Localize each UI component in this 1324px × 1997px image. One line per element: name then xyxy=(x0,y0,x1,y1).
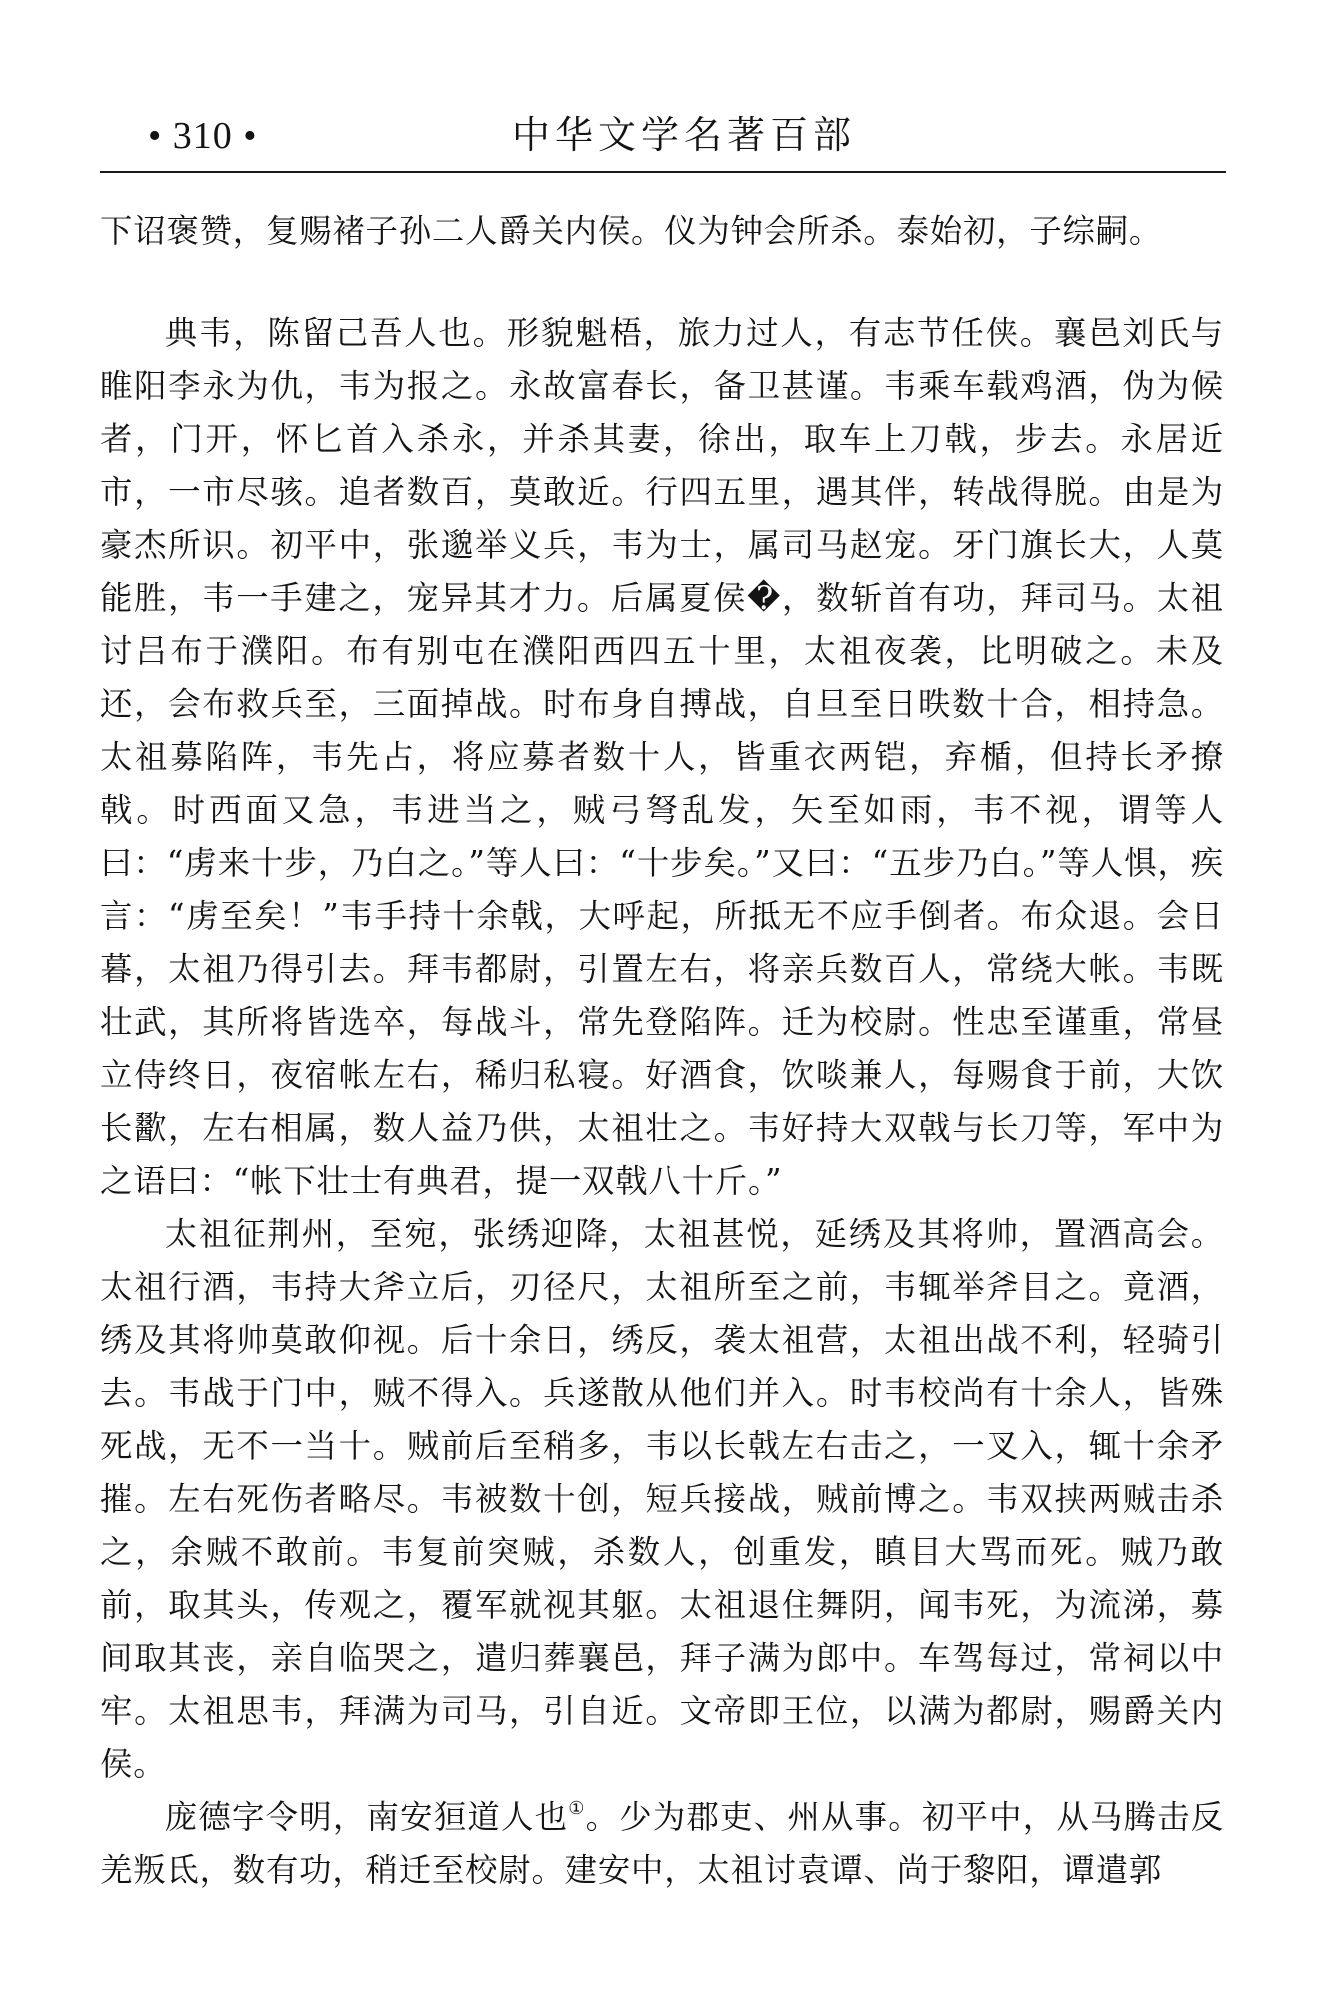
paragraph-pang-de xyxy=(100,1791,1224,1897)
book-title: 中华文学名著百部 xyxy=(512,113,857,157)
page-header xyxy=(100,112,1226,168)
paragraph-pang-de-rest: 。少为郡吏、州从事。初平中，从马腾击反羌叛氐，数有功，稍迁至校尉。建安中，太祖讨袁谭、尚于黎阳，谭遣郭 xyxy=(100,1798,1224,1889)
paragraph-dian-wei: 典韦，陈留己吾人也。形貌魁梧，旅力过人，有志节任侠。襄邑刘氏与睢阳李永为仇，韦为报之。永故富春长，备卫甚谨。韦乘车载鸡酒，伪为候者，门开，怀匕首入杀永，并杀其妻，徐出，取车上刀戟，步去。永居近市，一市尽骇。追者数百，莫敢近。行四五里，遇其伴，转战得脱。由是为豪杰所识。初平中，张邈举义兵，韦为士，属司马赵宠。牙门旗长大，人莫能胜，韦一手建之，宠异其才力。后属夏侯�，数斩首有功，拜司马。太祖讨吕布于濮阳。布有别屯在濮阳西四五十里，太祖夜袭，比明破之。未及还，会布救兵至，三面掉战。时布身自搏战，自旦至日昳数十合，相持急。太祖募陷阵，韦先占，将应募者数十人，皆重衣两铠，弃楯，但持长矛撩戟。时西面又急，韦进当之，贼弓弩乱发，矢至如雨，韦不视，谓等人曰：“虏来十步，乃白之。”等人曰：“十步矣。”又曰：“五步乃白。”等人惧，疾言：“虏至矣！”韦手持十余戟，大呼起，所抵无不应手倒者。布众退。会日暮，太祖乃得引去。拜韦都尉，引置左右，将亲兵数百人，常绕大帐。韦既壮武，其所将皆选卒，每战斗，常先登陷阵。迁为校尉。性忠至谨重，常昼立侍终日，夜宿帐左右，稀归私寝。好酒食，饮啖兼人，每赐食于前，大饮长歠，左右相属，数人益乃供，太祖壮之。韦好持大双戟与长刀等，军中为之语曰：“帐下壮士有典君，提一双戟八十斤。” xyxy=(100,314,1224,1200)
footnote-marker: ① xyxy=(568,1798,586,1819)
page-number: • 310 • xyxy=(148,115,258,157)
paragraph-wan-battle: 太祖征荆州，至宛，张绣迎降，太祖甚悦，延绣及其将帅，置酒高会。太祖行酒，韦持大斧立后，刃径尺，太祖所至之前，韦辄举斧目之。竟酒，绣及其将帅莫敢仰视。后十余日，绣反，袭太祖营，太祖出战不利，轻骑引去。韦战于门中，贼不得入。兵遂散从他们并入。时韦校尚有十余人，皆殊死战，无不一当十。贼前后至稍多，韦以长戟左右击之，一叉入，辄十余矛摧。左右死伤者略尽。韦被数十创，短兵接战，贼前博之。韦双挟两贼击杀之，余贼不敢前。韦复前突贼，杀数人，创重发，瞋目大骂而死。贼乃敢前，取其头，传观之，覆军就视其躯。太祖退住舞阴，闻韦死，为流涕，募间取其丧，亲自临哭之，遣归葬襄邑，拜子满为郎中。车驾每过，常祠以中牢。太祖思韦，拜满为司马，引自近。文帝即王位，以满为都尉，赐爵关内侯。 xyxy=(100,1215,1224,1783)
paragraph-pang-de-opening: 庞德字令明，南安狟道人也 xyxy=(164,1798,569,1836)
paragraph-continuation: 下诏褒赞，复赐褚子孙二人爵关内侯。仪为钟会所杀。泰始初，子综嗣。 xyxy=(100,212,1163,250)
body-text xyxy=(100,205,1224,1897)
header-rule xyxy=(100,171,1226,173)
